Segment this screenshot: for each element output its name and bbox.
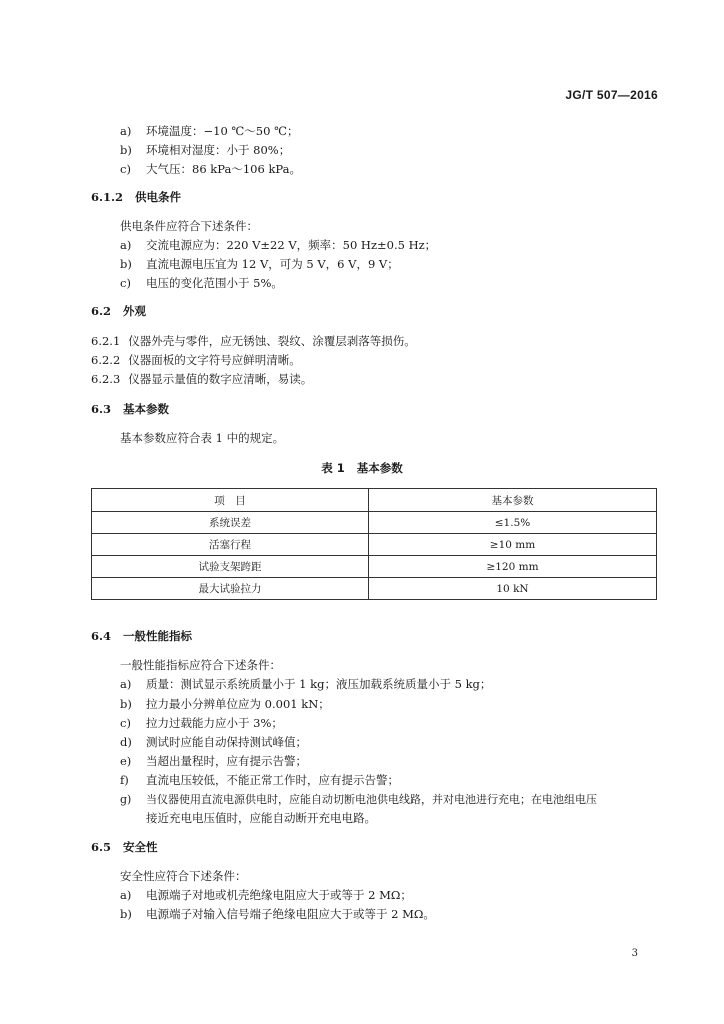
standard-header: JG/T 507—2016 [565,88,658,102]
table-header-row [92,489,657,512]
paragraph: 一般性能指标应符合下述条件： [120,658,281,672]
section-heading-6-1-2 [91,189,181,205]
table-cell: 系统误差 [92,512,369,534]
list-item [120,791,597,807]
item-label: g) [120,793,132,806]
column-header: 基本参数 [369,489,657,512]
list-item [120,734,307,750]
list-item [120,715,283,731]
section-title: 供电条件 [135,190,182,204]
item-text: 当超出量程时，应有提示告警； [146,754,307,768]
table-cell: ≥120 mm [369,556,657,578]
item-text: 直流电源电压宜为 12 V，可为 5 V，6 V，9 V； [146,257,399,271]
list-item [120,161,301,177]
table-cell: 活塞行程 [92,534,369,556]
item-label: b) [120,907,132,921]
item-label: d) [120,735,132,749]
list-item [120,237,436,253]
paragraph: 基本参数应符合表 1 中的规定。 [120,431,285,445]
item-label: c) [120,162,131,176]
item-text: 当仪器使用直流电源供电时，应能自动切断电池供电线路，并对电池进行充电；在电池组电压 [146,793,597,806]
list-item [120,772,399,788]
list-item [120,887,412,903]
table-row [92,556,657,578]
clause-text: 仪器外壳与零件，应无锈蚀、裂纹、涂覆层剥落等损伤。 [128,334,416,348]
item-label: f) [120,773,129,787]
table-cell: ≤1.5% [369,512,657,534]
section-number: 6.3 [91,402,112,416]
page-number: 3 [631,948,638,959]
table-row [92,578,657,600]
section-heading-6-4 [91,628,192,644]
section-number: 6.1.2 [91,190,124,204]
table-cell: 试验支架跨距 [92,556,369,578]
table-caption [0,460,724,476]
column-header: 项 目 [92,489,369,512]
list-item [120,753,307,769]
section-title: 安全性 [123,840,158,854]
item-continuation: 接近充电电压值时，应能自动断开充电电路。 [146,811,376,825]
item-text: 电压的变化范围小于 5%。 [146,276,283,290]
item-text: 环境温度：−10 ℃～50 ℃； [146,124,299,138]
section-number: 6.5 [91,840,112,854]
item-label: b) [120,257,132,271]
table-row [92,534,657,556]
section-title: 外观 [123,304,147,318]
list-item [120,676,491,692]
item-text: 拉力过载能力应小于 3%； [146,716,283,730]
clause-number: 6.2.2 [91,353,121,367]
item-text: 大气压：86 kPa～106 kPa。 [146,162,301,176]
clause [91,371,312,387]
section-heading-6-3 [91,401,169,417]
basic-parameters-table [91,488,657,600]
list-item [120,906,435,922]
section-number: 6.2 [91,304,112,318]
list-item [120,696,330,712]
item-label: b) [120,697,132,711]
item-text: 拉力最小分辨单位应为 0.001 kN； [146,697,330,711]
item-text: 电源端子对地或机壳绝缘电阻应大于或等于 2 MΩ； [146,888,412,902]
list-item [120,123,298,139]
item-label: b) [120,143,132,157]
item-text: 环境相对湿度：小于 80%； [146,143,291,157]
item-text: 质量：测试显示系统质量小于 1 kg；液压加载系统质量小于 5 kg； [146,677,492,691]
item-label: a) [120,677,132,691]
item-label: a) [120,888,132,902]
clause-text: 仪器显示量值的数字应清晰，易读。 [128,372,313,386]
table-row [92,512,657,534]
table-caption-title: 基本参数 [356,461,403,475]
section-title: 一般性能指标 [123,629,193,643]
table-cell: ≥10 mm [369,534,657,556]
table-cell: 最大试验拉力 [92,578,369,600]
item-text: 电源端子对输入信号端子绝缘电阻应大于或等于 2 MΩ。 [146,907,435,921]
section-number: 6.4 [91,629,112,643]
item-label: a) [120,124,132,138]
item-text: 直流电压较低，不能正常工作时，应有提示告警； [146,773,399,787]
table-cell: 10 kN [369,578,657,600]
item-label: a) [120,238,132,252]
clause-text: 仪器面板的文字符号应鲜明清晰。 [128,353,301,367]
section-heading-6-5 [91,839,158,855]
item-text: 交流电源应为：220 V±22 V，频率：50 Hz±0.5 Hz； [146,238,437,252]
section-title: 基本参数 [123,402,170,416]
table-caption-number: 表 1 [321,461,345,475]
paragraph: 供电条件应符合下述条件： [120,219,258,233]
list-item [120,275,283,291]
item-label: c) [120,716,131,730]
item-text: 测试时应能自动保持测试峰值； [146,735,307,749]
paragraph: 安全性应符合下述条件： [120,869,247,883]
list-item [120,256,399,272]
item-label: c) [120,276,131,290]
list-item [120,142,290,158]
section-heading-6-2 [91,303,146,319]
clause [91,352,301,368]
clause-number: 6.2.1 [91,334,121,348]
clause [91,333,416,349]
item-label: e) [120,754,132,768]
clause-number: 6.2.3 [91,372,121,386]
